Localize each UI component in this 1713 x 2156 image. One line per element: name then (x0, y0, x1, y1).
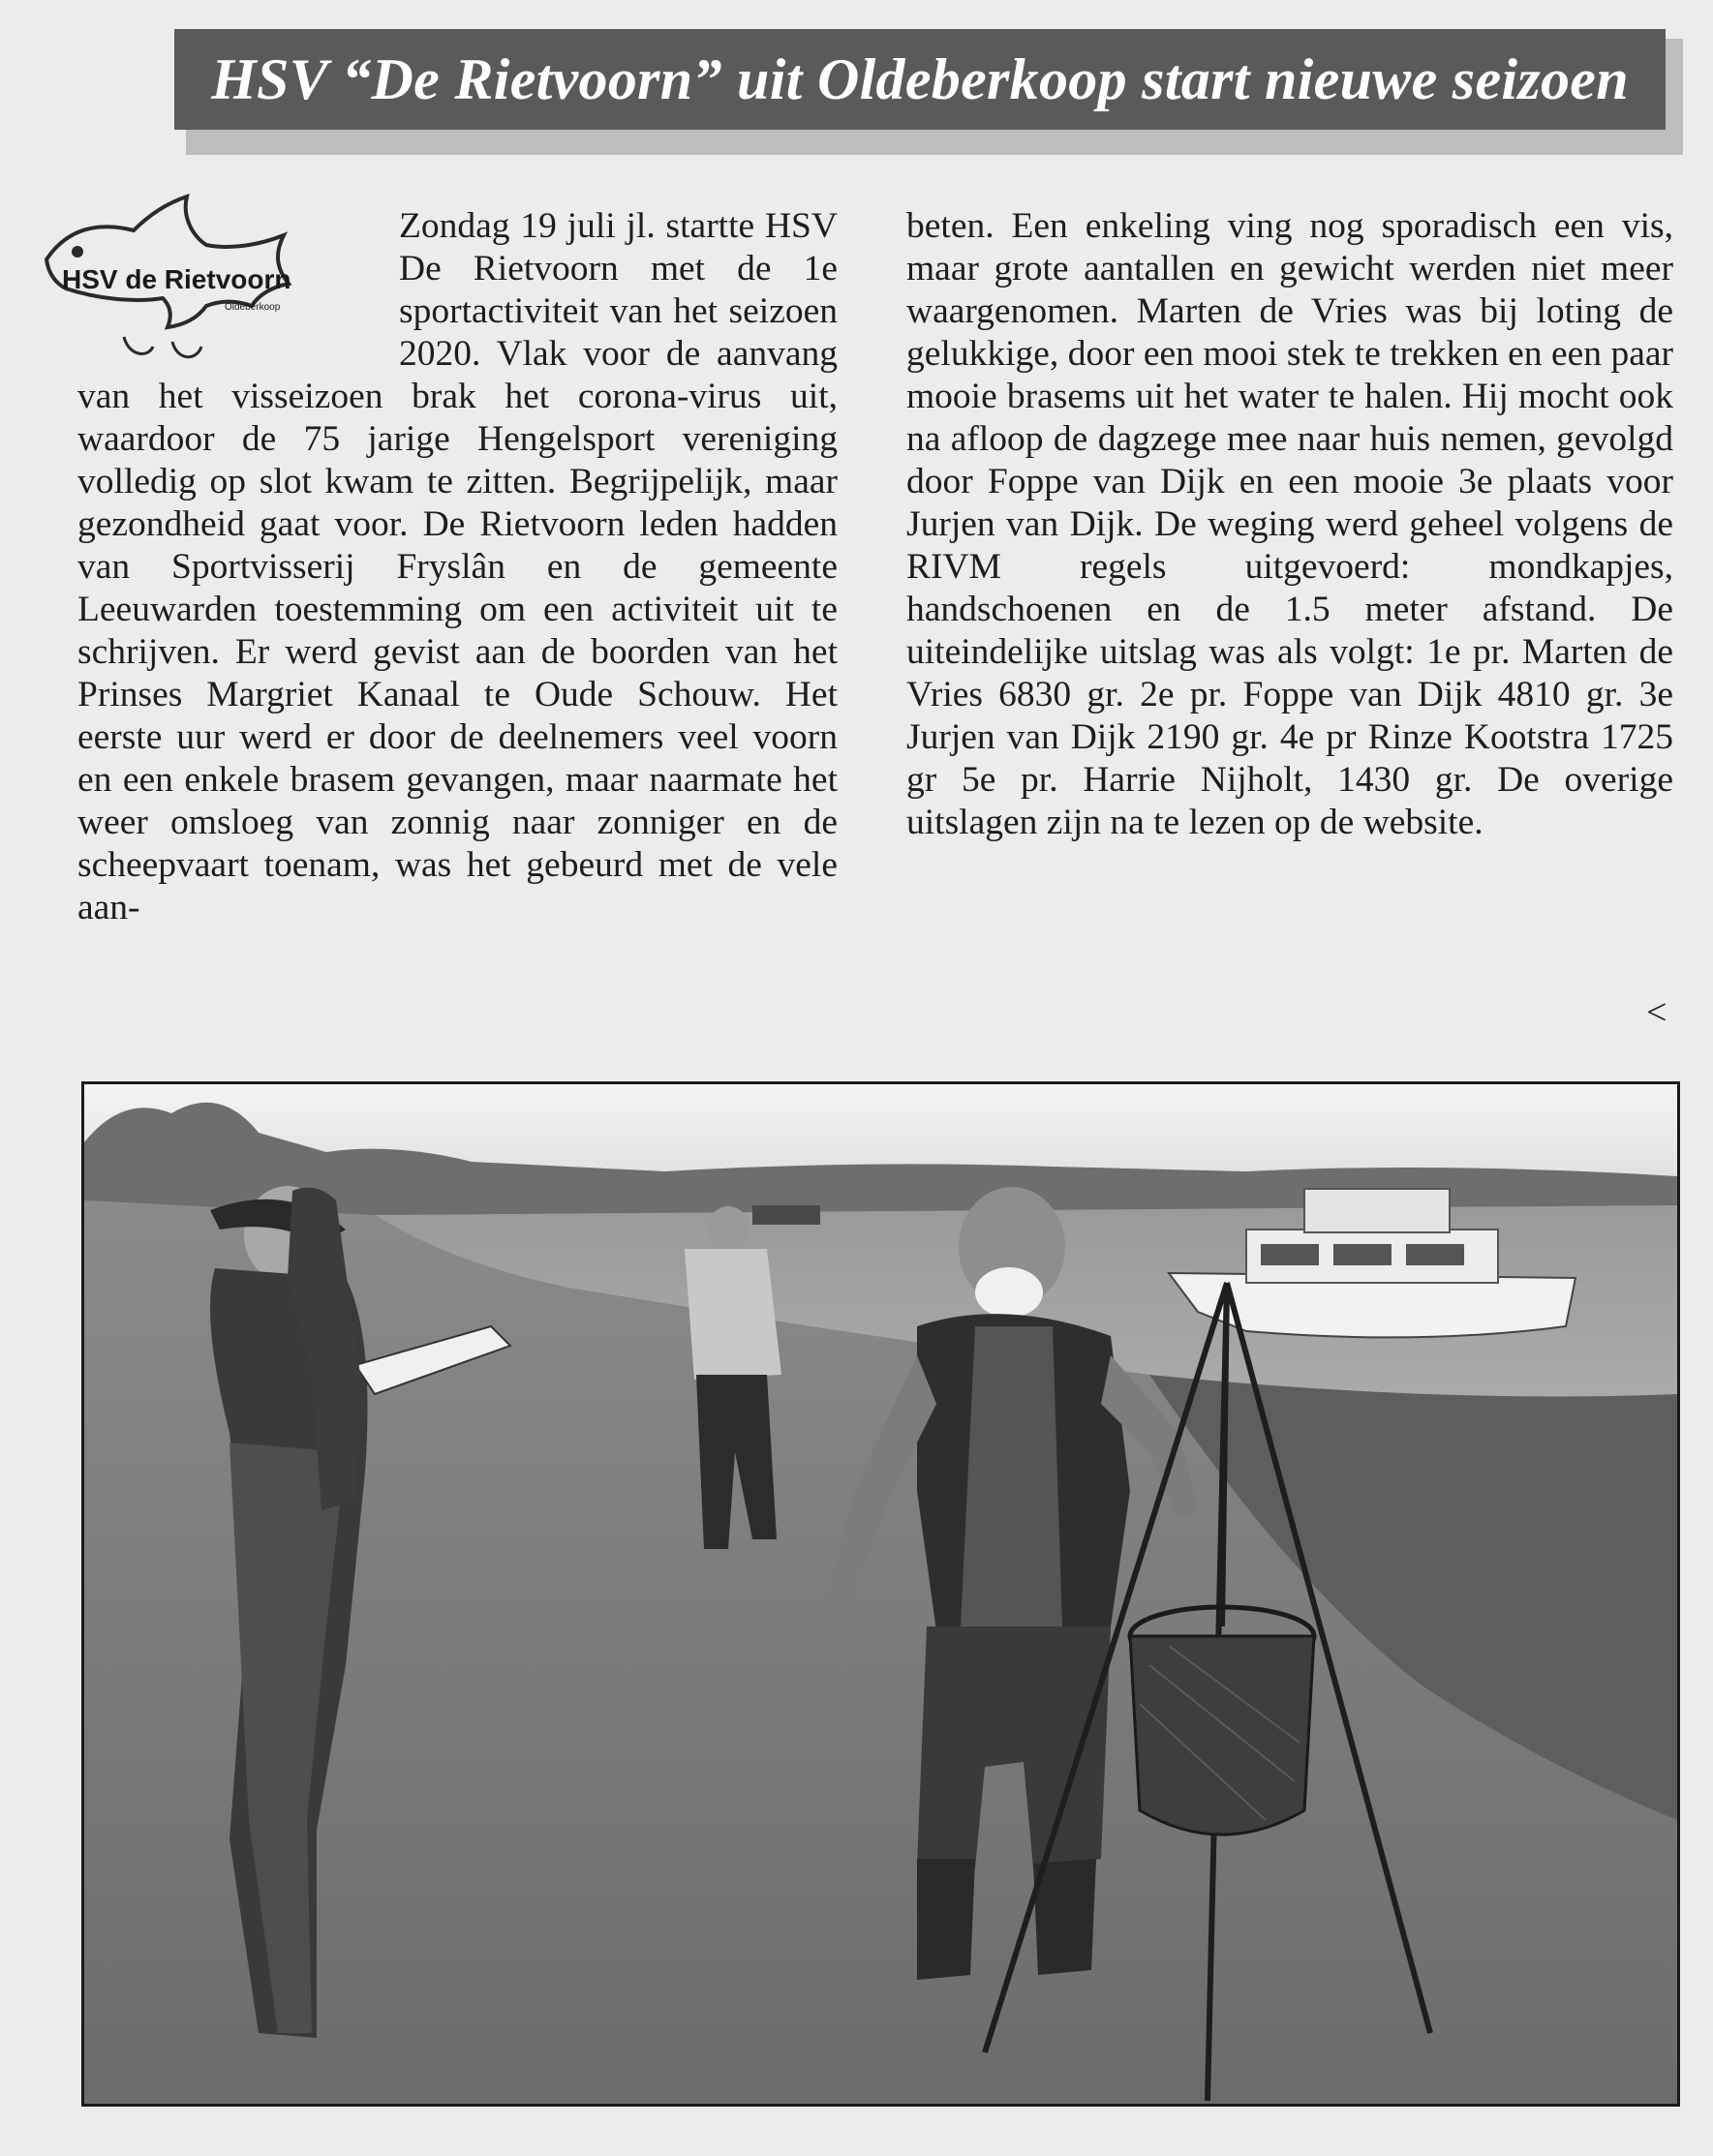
end-mark: < (1646, 992, 1667, 1033)
article-text-right: beten. Een enkeling ving nog sporadisch een vis, maar grote aantallen en gewicht werden niet meer waargenomen. Marten de Vries was bij loting de gelukkige, door een mooi stek te trekken en een paar mooie brasems uit het water te halen. Hij mocht ook na afloop de dagzege mee naar huis nemen, gevolgd door Foppe van Dijk en een mooie 3e plaats voor Jurjen van Dijk. De weging werd geheel volgens de RIVM regels uitgevoerd: mondkapjes, handschoenen en de 1.5 meter afstand. De uiteindelijke uitslag was als volgt: 1e pr. Marten de Vries 6830 gr. 2e pr. Foppe van Dijk 4810 gr. 3e Jurjen van Dijk 2190 gr. 4e pr Rinze Kootstra 1725 gr 5e pr. Harrie Nijholt, 1430 gr. De overige uitslagen zijn na te lezen op de website. (906, 206, 1673, 842)
logo-name: HSV de Rietvoorn (62, 264, 291, 294)
article-title: HSV “De Rietvoorn” uit Oldeberkoop start nieuwe seizoen (211, 46, 1629, 111)
article-photo (81, 1081, 1680, 2107)
title-banner (174, 29, 1666, 130)
anglers-weighing-catch-photo (84, 1084, 1677, 2104)
article-column-right (906, 205, 1673, 844)
article-column-left (77, 205, 838, 929)
logo-place: Oldeberkoop (225, 302, 281, 313)
article-text-left: Zondag 19 juli jl. startte HSV De Rietvoorn met de 1e sportactiviteit van het seizoen 2020. Vlak voor de aanvang van het visseizoen brak het corona-virus uit, waardoor de 75 jarige Hengelsport vereniging volledig op slot kwam te zitten. Begrijpelijk, maar gezondheid gaat voor. De Rietvoorn leden hadden van Sportvisserij Fryslân en de gemeente Leeuwarden toestemming om een activiteit uit te schrijven. Er werd gevist aan de boorden van het Prinses Margriet Kanaal te Oude Schouw. Het eerste uur werd er door de deelnemers veel voorn en een enkele brasem gevangen, maar naarmate het weer omsloeg van zonnig naar zonniger en de scheepvaart toenam, was het gebeurd met de vele aan- (77, 206, 838, 927)
